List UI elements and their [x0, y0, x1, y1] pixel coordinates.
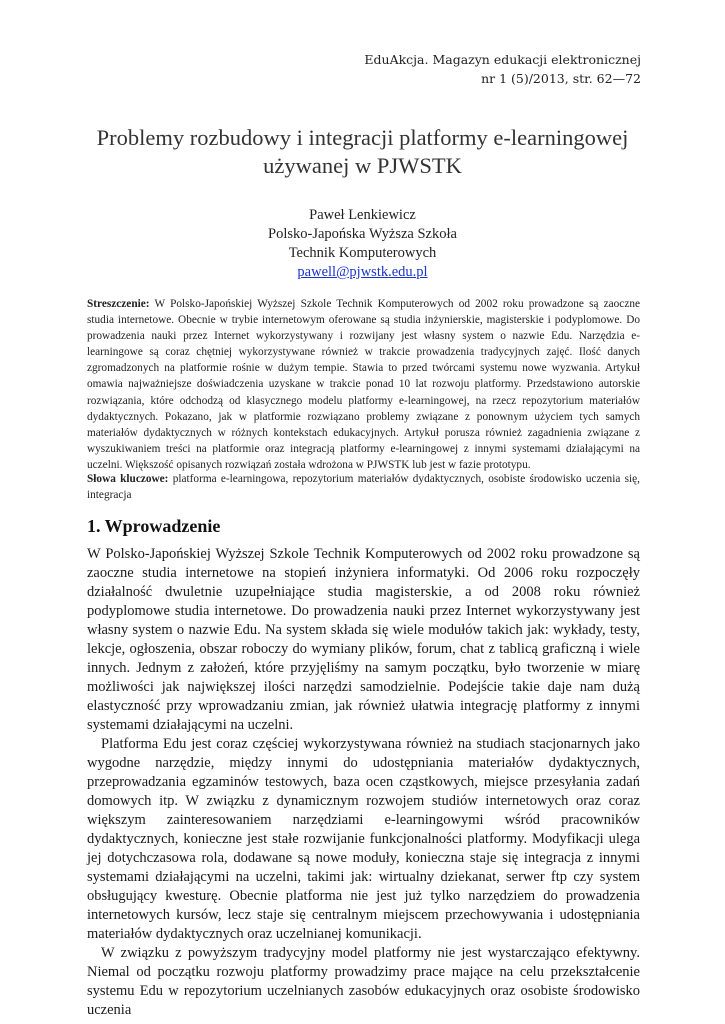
- abstract: [87, 296, 640, 473]
- keywords: [87, 471, 640, 503]
- paragraph-3: W związku z powyższym tradycyjny model platformy nie jest wystarczająco efektywny. Niemal od początku rozwoju platformy prowadzimy prace mające na celu przekształcenie systemu Edu w repozytorium uczelnianych zasobów edukacyjnych oraz osobiste środowisko uczenia: [87, 945, 640, 1018]
- journal-name: EduAkcja. Magazyn edukacji elektronicznej: [364, 52, 641, 67]
- keywords-text: platforma e-learningowa, repozytorium materiałów dydaktycznych, osobiste środowisko uczenia się, integracja: [87, 473, 640, 502]
- author-name: Paweł Lenkiewicz: [309, 207, 416, 223]
- paper-title: Problemy rozbudowy i integracji platformy e-learningowej używanej w PJWSTK: [96, 125, 629, 178]
- abstract-label: Streszczenie:: [87, 298, 150, 310]
- journal-issue: nr 1 (5)/2013, str. 62—72: [481, 71, 641, 86]
- keywords-label: Słowa kluczowe:: [87, 473, 169, 485]
- author-block: [60, 206, 665, 282]
- abstract-text: W Polsko-Japońskiej Wyższej Szkole Technik Komputerowych od 2002 roku prowadzone są zaoczne studia internetowe. Obecnie w trybie internetowym oferowane są studia inżynierskie, magisterskie i podyplomowe. Do prowadzenia nauki przez Internet wykorzystywany i rozwijany jest własny system o nazwie Edu. Narzędzia e-learningowe są coraz chętniej wykorzystywane również w trakcie prowadzenia tradycyjnych zajęć. Ilość danych zgromadzonych na platformie rośnie w dużym tempie. Stawia to przed twórcami systemu nowe wyzwania. Artykuł omawia najważniejsze doświadczenia uzyskane w trakcie ponad 10 lat rozwoju platformy. Przedstawiono autorskie rozwiązania, które odchodzą od klasycznego modelu platformy e-learningowej, na rzecz repozytorium materiałów dydaktycznych. Pokazano, jak w platformie rozwiązano problemy związane z ponownym użyciem tych samych materiałów dydaktycznych w różnych kontekstach edukacyjnych. Artykuł porusza również zagadnienia związane z wyszukiwaniem treści na platformie oraz integracją platformy e-learningowej z innymi systemami działającymi na uczelni. Większość opisanych rozwiązań została wdrożona w PJWSTK lub jest w fazie prototypu.: [87, 298, 640, 471]
- paragraph-1: W Polsko-Japońskiej Wyższej Szkole Technik Komputerowych od 2002 roku prowadzone są zaoczne studia internetowe na stopień inżyniera informatyki. Od 2006 roku rozpoczęły działalność dwuletnie uzupełniające studia magisterskie, a od 2008 roku również podyplomowe studia internetowe. Do prowadzenia nauki przez Internet wykorzystywany jest własny system o nazwie Edu. Na system składa się wiele modułów takich jak: wykłady, testy, lekcje, ogłoszenia, obszar roboczy do wymiany plików, forum, chat z tablicą graficzną i wiele innych. Jednym z założeń, które przyjęliśmy na samym początku, było tworzenie w miarę możliwości jak największej ilości narzędzi samodzielnie. Podejście takie daje nam dużą elastyczność przy wprowadzaniu zmian, jak również ułatwia integrację platformy z innymi systemami działającymi na uczelni.: [87, 546, 640, 733]
- section-heading: 1. Wprowadzenie: [87, 516, 221, 536]
- author-affiliation-line2: Technik Komputerowych: [288, 245, 437, 261]
- section-body: [87, 545, 640, 1020]
- author-email-link[interactable]: pawell@pjwstk.edu.pl: [297, 264, 428, 280]
- author-affiliation: Polsko-Japońska Wyższa Szkoła: [268, 226, 457, 242]
- paragraph-2: Platforma Edu jest coraz częściej wykorzystywana również na studiach stacjonarnych jako wygodne narzędzie, między innymi do udostępniania materiałów dydaktycznych, przeprowadzania egzaminów testowych, baza ocen cząstkowych, miejsce przesyłania zadań domowych itp. W związku z dynamicznym rozwojem studiów internetowych oraz coraz większym zainteresowaniem narzędziami e-learningowymi wśród pracowników dydaktycznych, konieczne jest stałe rozwijanie funkcjonalności platformy. Modyfikacji ulega jej dotychczasowa rola, dodawane są nowe moduły, konieczna staje się integracja z innymi systemami działającymi na uczelni, takimi jak: wirtualny dziekanat, serwer ftp czy system obsługujący kwesturę. Obecnie platforma nie jest już tylko narzędziem do prowadzenia internetowych kursów, lecz staje się centralnym miejscem przechowywania i udostępniania materiałów dydaktycznych oraz uczelnianej komunikacji.: [87, 736, 640, 942]
- journal-header: [364, 50, 641, 88]
